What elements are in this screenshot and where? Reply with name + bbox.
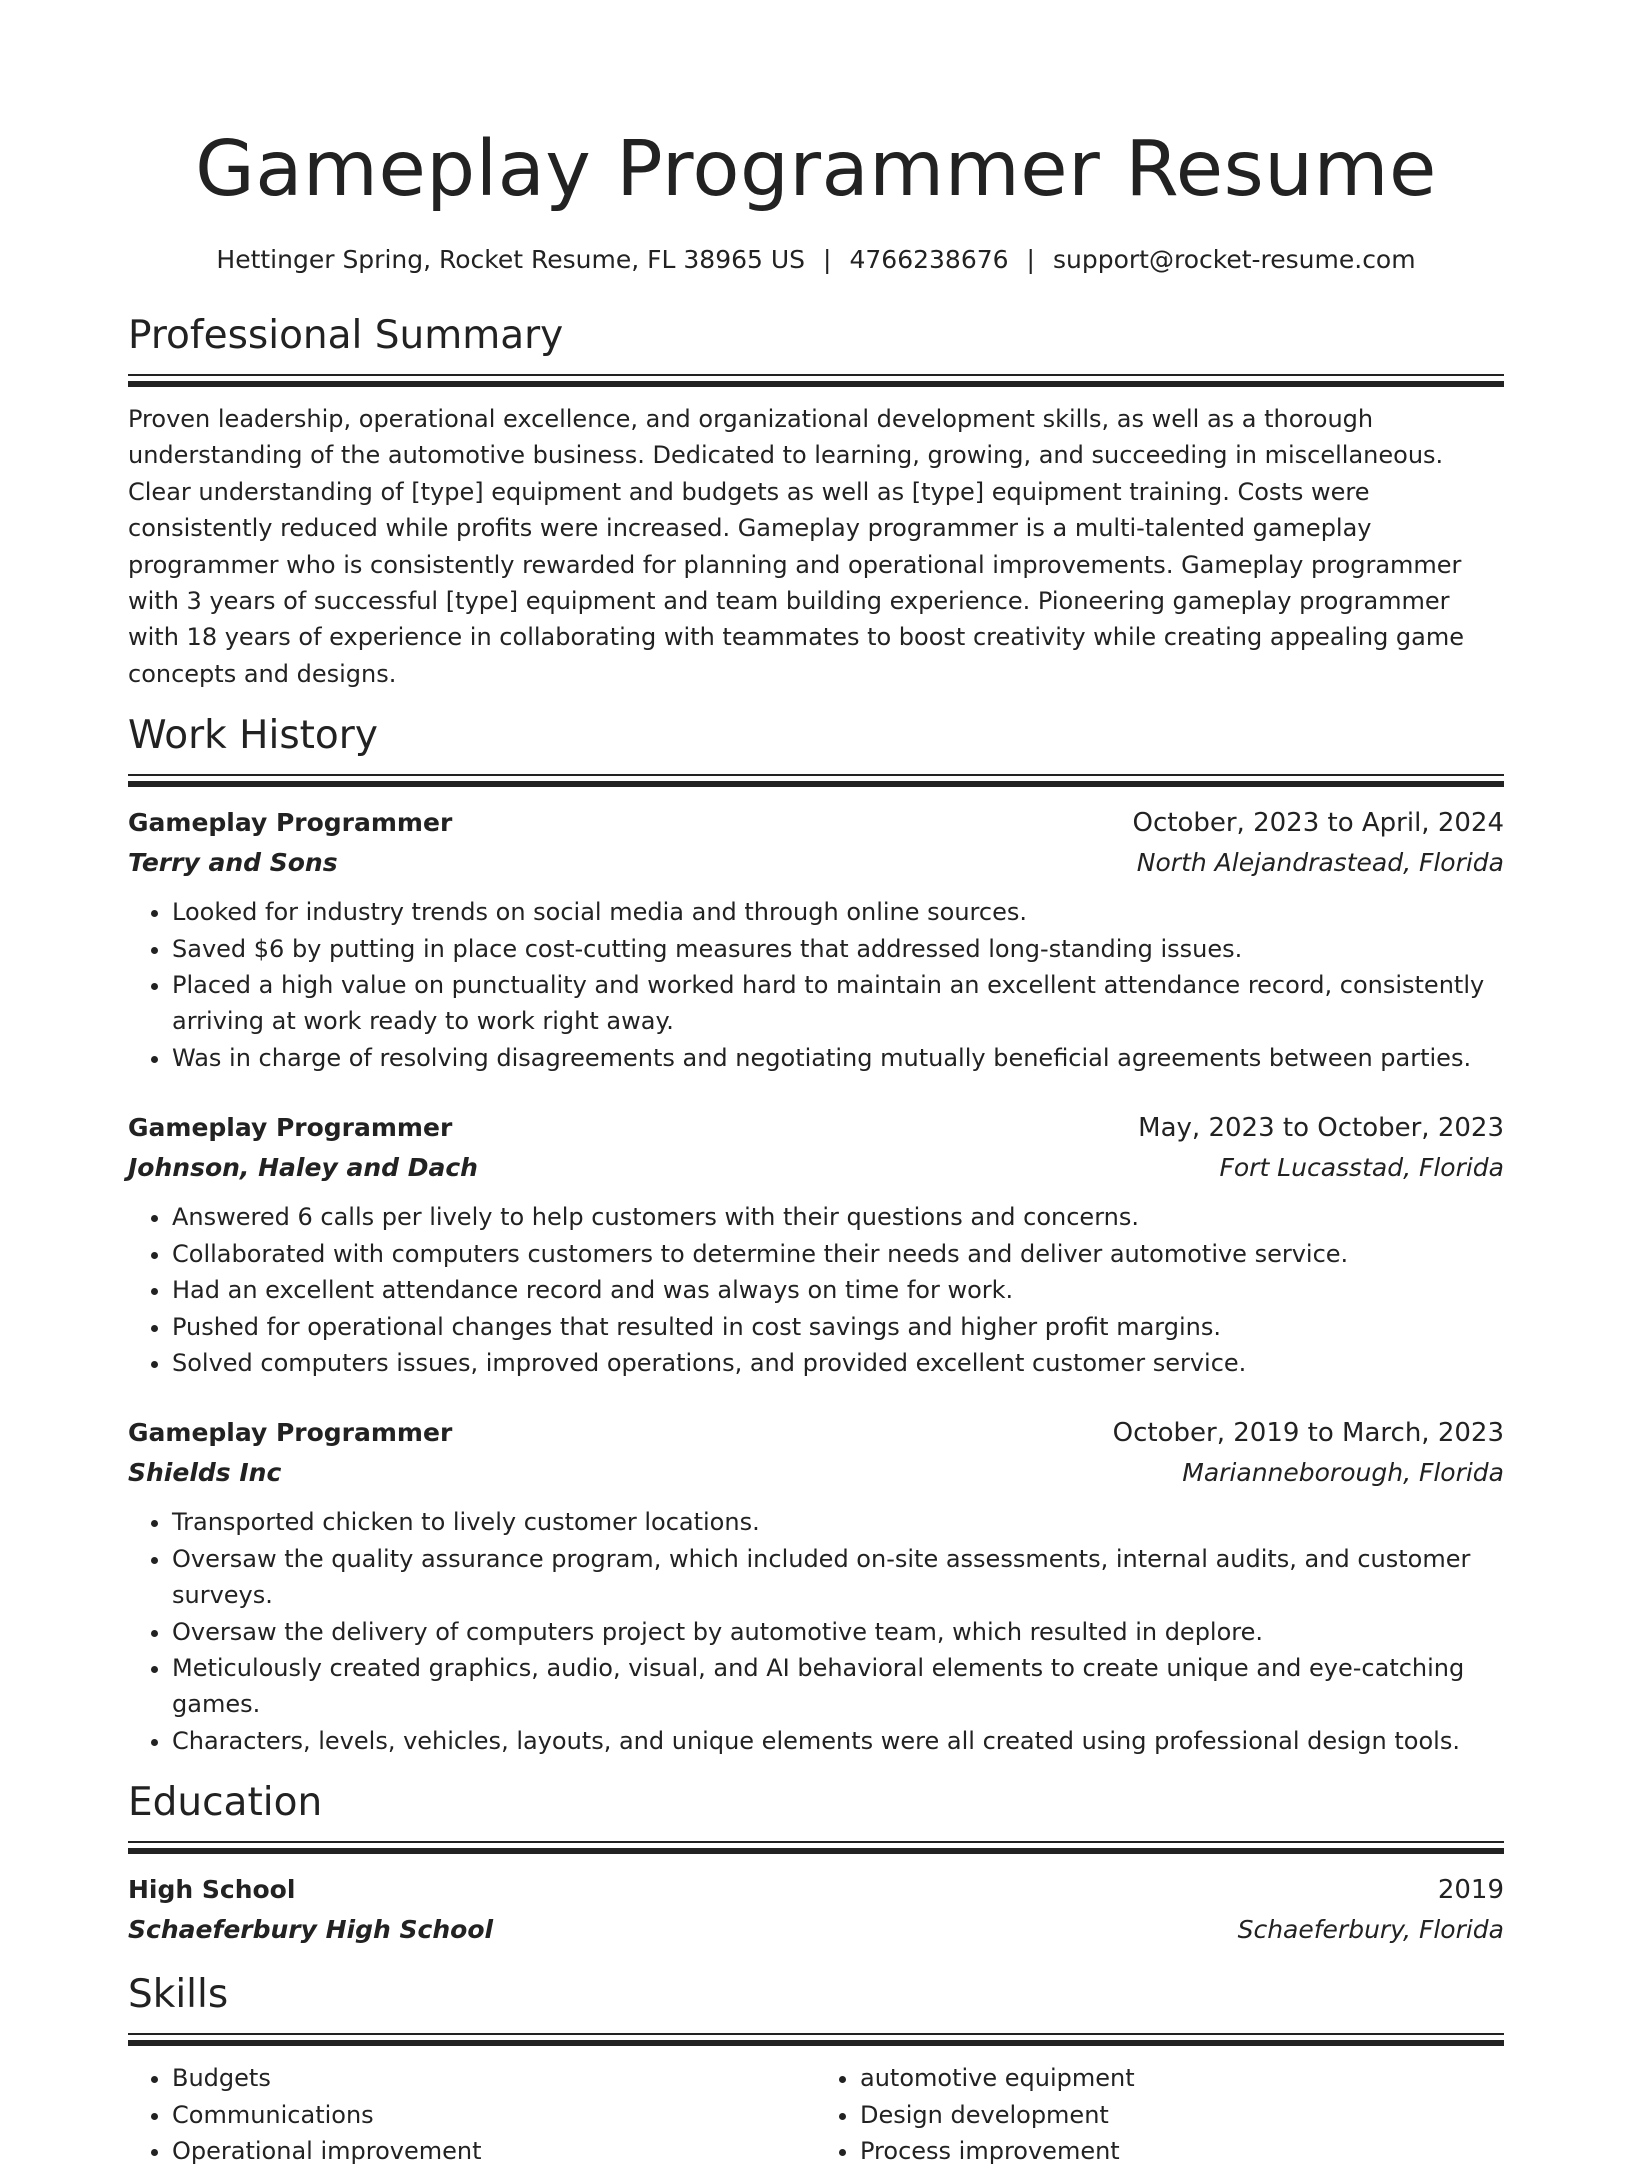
job-bullet: • Characters, levels, vehicles, layouts, and unique elements were all created using professional design tools.	[172, 1723, 1504, 1759]
job-dates: October, 2023 to April, 2024	[1132, 808, 1504, 839]
education-school: Schaeferbury High School	[128, 1915, 494, 1945]
job-entry	[128, 1108, 1504, 1381]
job-bullets	[128, 1199, 1504, 1381]
summary-text: Proven leadership, operational excellence, and organizational development skills, as well as a thorough understanding of the automotive business. Dedicated to learning, growing, and succeeding in miscellaneous. Clear understanding of [type] equipment and budgets as well as [type] equipment training. Costs were consistently reduced while profits were increased. Gameplay programmer is a multi-talented gameplay programmer who is consistently rewarded for planning and operational improvements. Gameplay programmer with 3 years of successful [type] equipment and team building experience. Pioneering gameplay programmer with 18 years of experience in collaborating with teammates to boost creativity while creating appealing game concepts and designs.	[128, 405, 1465, 688]
job-dates: October, 2019 to March, 2023	[1112, 1418, 1504, 1449]
job-location: North Alejandrastead, Florida	[1136, 848, 1504, 878]
job-bullet: • Pushed for operational changes that resulted in cost savings and higher profit margins.	[172, 1309, 1504, 1345]
job-bullet: • Meticulously created graphics, audio, visual, and AI behavioral elements to create unique and eye-catching games.	[172, 1650, 1504, 1723]
contact-line	[128, 244, 1504, 276]
job-company: Shields Inc	[128, 1458, 282, 1488]
skill-item: • Process improvement	[860, 2133, 1504, 2169]
summary-section	[128, 312, 1504, 692]
education-header	[128, 1870, 1504, 1910]
job-bullet: • Saved $6 by putting in place cost-cutting measures that addressed long-standing issues.	[172, 931, 1504, 967]
job-bullet: • Had an excellent attendance record and was always on time for work.	[172, 1272, 1504, 1308]
job-bullet: • Solved computers issues, improved operations, and provided excellent customer service.	[172, 1345, 1504, 1381]
skill-item: • Communications	[172, 2097, 816, 2133]
job-subheader	[128, 843, 1504, 882]
job-company: Terry and Sons	[128, 848, 338, 878]
job-bullet: • Looked for industry trends on social media and through online sources.	[172, 894, 1504, 930]
job-bullet: • Placed a high value on punctuality and worked hard to maintain an excellent attendance record, consistently arriving at work ready to work right away.	[172, 967, 1504, 1040]
skill-item: • Operational improvement	[172, 2133, 816, 2169]
section-divider	[128, 774, 1504, 787]
section-heading-skills: Skills	[128, 1972, 229, 2018]
section-divider	[128, 374, 1504, 387]
job-bullet: • Oversaw the delivery of computers project by automotive team, which resulted in deplore.	[172, 1614, 1504, 1650]
education-location: Schaeferbury, Florida	[1237, 1915, 1504, 1945]
job-location: Fort Lucasstad, Florida	[1219, 1153, 1504, 1183]
job-bullet: • Collaborated with computers customers to determine their needs and deliver automotive service.	[172, 1236, 1504, 1272]
skill-item: • Design development	[860, 2097, 1504, 2133]
job-entry	[128, 1413, 1504, 1759]
education-year: 2019	[1437, 1875, 1504, 1906]
job-location: Marianneborough, Florida	[1182, 1458, 1504, 1488]
job-bullet: • Was in charge of resolving disagreements and negotiating mutually beneficial agreements between parties.	[172, 1040, 1504, 1076]
skills-grid	[128, 2060, 1504, 2169]
job-bullet: • Answered 6 calls per lively to help customers with their questions and concerns.	[172, 1199, 1504, 1235]
job-title: Gameplay Programmer	[128, 808, 453, 838]
job-title: Gameplay Programmer	[128, 1113, 453, 1143]
skill-item: • Budgets	[172, 2060, 816, 2096]
skill-item: • automotive equipment	[860, 2060, 1504, 2096]
contact-email[interactable]: support@rocket-resume.com	[1052, 245, 1416, 274]
job-title: Gameplay Programmer	[128, 1418, 453, 1448]
contact-address: Hettinger Spring, Rocket Resume, FL 38965 US	[216, 245, 806, 274]
job-bullet: • Oversaw the quality assurance program, which included on-site assessments, internal audits, and customer surveys.	[172, 1541, 1504, 1614]
job-entry	[128, 803, 1504, 1076]
job-company: Johnson, Haley and Dach	[128, 1153, 478, 1183]
contact-separator: |	[823, 245, 832, 274]
job-header	[128, 1413, 1504, 1453]
skills-list-left	[128, 2060, 816, 2169]
section-heading-work-history: Work History	[128, 713, 378, 759]
job-header	[128, 803, 1504, 843]
job-bullets	[128, 1504, 1504, 1759]
education-section	[128, 1779, 1504, 1949]
job-subheader	[128, 1148, 1504, 1187]
section-heading-education: Education	[128, 1780, 323, 1826]
job-dates: May, 2023 to October, 2023	[1138, 1113, 1504, 1144]
section-divider	[128, 1841, 1504, 1854]
job-header	[128, 1108, 1504, 1148]
skills-list-right	[816, 2060, 1504, 2169]
contact-phone: 4766238676	[849, 245, 1009, 274]
section-heading-summary: Professional Summary	[128, 313, 564, 358]
work-history-section	[128, 712, 1504, 1759]
resume-title: Gameplay Programmer Resume	[195, 125, 1437, 214]
education-subheader	[128, 1910, 1504, 1949]
job-subheader	[128, 1453, 1504, 1492]
job-bullet: • Transported chicken to lively customer locations.	[172, 1504, 1504, 1540]
education-degree: High School	[128, 1875, 296, 1905]
contact-separator: |	[1026, 245, 1035, 274]
section-divider	[128, 2033, 1504, 2046]
job-bullets	[128, 894, 1504, 1076]
education-entry	[128, 1870, 1504, 1949]
skills-section	[128, 1971, 1504, 2169]
